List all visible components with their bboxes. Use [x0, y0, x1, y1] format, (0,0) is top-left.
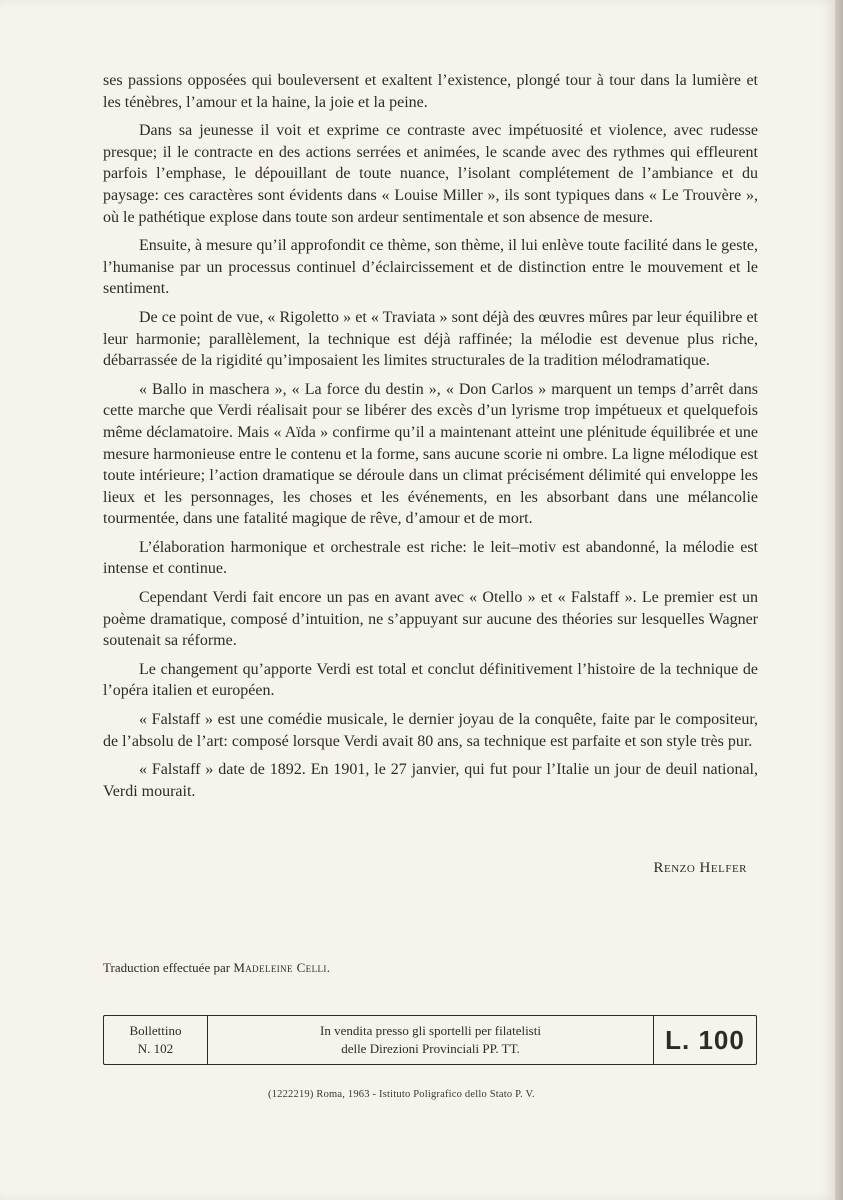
paragraph: ses passions opposées qui bouleversent et exaltent l’existence, plongé tour à tour dans la lumière et les ténèbres, l’amour et la haine, la joie et la peine. — [103, 72, 758, 111]
paragraph: « Ballo in maschera », « La force du destin », « Don Carlos » marquent un temps d’arrêt dans cette marche que Verdi réalisait pour se libérer des excès d’un lyrisme trop impétueux et quelquefois même déclamatoire. Mais « Aïda » confirme qu’il a maintenant atteint une plénitude équilibrée et une mesure harmonieuse entre le contenu et la forme, sans aucune scorie ni ombre. La ligne mélodique est toute intérieure; l’action dramatique se déroule dans un climat précisément délimité qui enveloppe les lieux et les personnages, les choses et les événements, en les absorbant dans une mélancolie tourmentée, dans une fatalité magique de rêve, d’amour et de mort. — [103, 380, 758, 528]
author-signature: Renzo Helfer — [653, 860, 747, 876]
bollettino-number: N. 102 — [137, 1041, 174, 1056]
sale-line-2: delle Direzioni Provinciali PP. TT. — [341, 1041, 520, 1056]
paragraph: Cependant Verdi fait encore un pas en avant avec « Otello » et « Falstaff ». Le premier est un poème dramatique, composé d’intuition, ne s’appuyant sur aucune des théories sur lesquelles Wagner soutenait sa réforme. — [103, 589, 758, 650]
paragraph: Ensuite, à mesure qu’il approfondit ce thème, son thème, il lui enlève toute facilité dans le geste, l’humanise par un processus continuel d’éclaircissement et de distinction entre le mouvement et le sentiment. — [103, 237, 758, 298]
sale-line-1: In vendita presso gli sportelli per filatelisti — [320, 1023, 541, 1038]
paragraph: « Falstaff » date de 1892. En 1901, le 27 janvier, qui fut pour l’Italie un jour de deuil national, Verdi mourait. — [103, 761, 758, 800]
translator-name: Madeleine Celli. — [233, 960, 331, 975]
paragraph: « Falstaff » est une comédie musicale, le dernier joyau de la conquête, faite par le compositeur, de l’absolu de l’art: composé lorsque Verdi avait 80 ans, sa technique est parfaite et son style très pur. — [103, 711, 758, 750]
paragraph: De ce point de vue, « Rigoletto » et « Traviata » sont déjà des œuvres mûres par leur équilibre et leur harmonie; parallèlement, la technique est déjà raffinée; la mélodie est devenue plus riche, débarrassée de la rigidité qu’imposaient les limites structurales de la tradition mélodramatique. — [103, 308, 758, 370]
page-edge — [835, 0, 843, 1200]
printer-line: (1222219) Roma, 1963 - Istituto Poligrafico dello Stato P. V. — [268, 1089, 535, 1100]
sale-info-cell — [208, 1016, 653, 1064]
article-body — [103, 70, 758, 802]
sale-info-box — [103, 1015, 757, 1065]
paragraph: L’élaboration harmonique et orchestrale est riche: le leit–motiv est abandonné, la mélodie est intense et continue. — [103, 538, 758, 578]
translation-prefix: Traduction effectuée par — [103, 960, 231, 975]
paragraph: Dans sa jeunesse il voit et exprime ce contraste avec impétuosité et violence, avec rudesse presque; il le contracte en des actions serrées et animées, le scande avec des rythmes qui effleurent parfois l’emphase, le dépouillant de toute nuance, l’isolant complétement de l’ambiance et du paysage: ces caractères sont évidents dans « Louise Miller », ils sont typiques dans « Le Trouvère », où le pathétique explose dans toute son ardeur sentimentale et son absence de mesure. — [103, 122, 758, 226]
bollettino-cell — [104, 1016, 208, 1064]
bollettino-label: Bollettino — [129, 1023, 182, 1038]
price: L. 100 — [665, 1024, 745, 1055]
translation-credit — [103, 960, 330, 976]
paragraph: Le changement qu’apporte Verdi est total et conclut définitivement l’histoire de la technique de l’opéra italien et européen. — [103, 660, 758, 700]
price-cell — [653, 1016, 756, 1064]
